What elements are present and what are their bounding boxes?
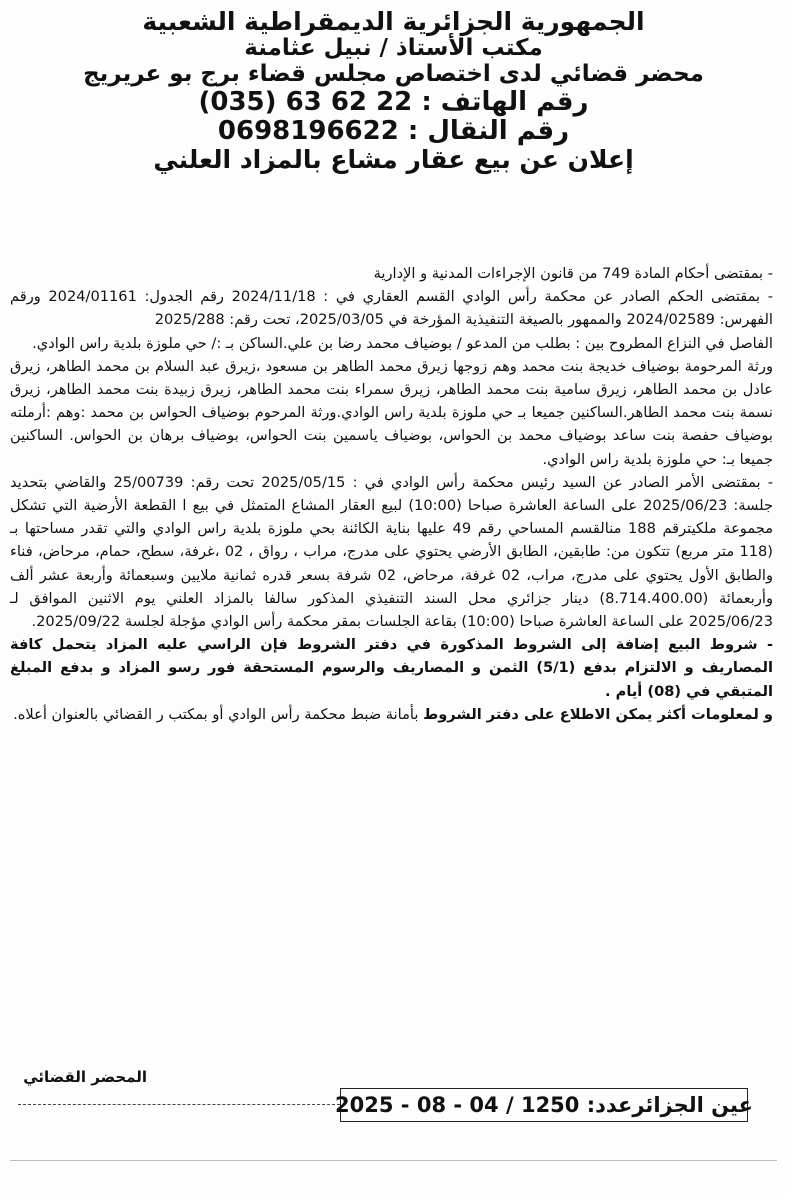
notice-body [10,262,773,726]
signature-bailiff: المحضر القضائي [23,1068,147,1086]
notice-title: إعلان عن بيع عقار مشاع بالمزاد العلني [153,144,634,174]
paragraph-more-info [10,703,773,726]
republic-title: الجمهورية الجزائرية الديمقراطية الشعبية [142,7,645,36]
publication-reference: عين الجزائرعدد: 1250 / 04 - 08 - 2025 [340,1088,748,1122]
paragraph-legal-basis: - بمقتضى أحكام المادة 749 من قانون الإجراءات المدنية و الإدارية [373,265,773,282]
notice-header [0,0,787,174]
paragraph-parties: الفاصل في النزاع المطروح بين : بطلب من المدعو / بوضياف محمد رضا بن علي.الساكن بـ :/ حي ملوزة بلدية راس الوادي. [32,334,773,352]
phone-number: رقم الهاتف : 22 62 63 (035) [198,86,589,117]
mobile-number: رقم النقال : 0698196622 [217,115,570,146]
paragraph-heirs: ورثة المرحومة بوضياف خديجة بنت محمد وهم زوجها زيرق محمد الطاهر بن مسعود ،زيرق عبد السلام بن محمد الطاهر، زيرق عادل بن محمد الطاهر، زيرق سامية بنت محمد الطاهر، زيرق سمراء بنت محمد الطاهر، زيرق زبيدة بنت محمد الطاهر، زيرق نسمة بنت محمد الطاهر.الساكنين جميعا بـ حي ملوزة بلدية راس الوادي.ورثة المرحوم بوضياف الحواس بن محمد :وهم :أرملته بوضياف حفصة بنت ساعد بوضياف محمد بن الحواس، بوضياف ياسمين بنت الحواس، بوضياف برهان بن الحواس. الساكنين جميعا بـ: حي ملوزة بلدية راس الوادي. [10,357,773,468]
paragraph-judgment: - بمقتضى الحكم الصادر عن محكمة رأس الوادي القسم العقاري في : 2024/11/18 رقم الجدول: 2024/01161 ورقم الفهرس: 2024/02589 والممهور بالصيغة التنفيذية المؤرخة في 2025/03/05، تحت رقم: 2025/288 [10,288,773,329]
more-info-rest: بأمانة ضبط محكمة رأس الوادي أو بمكتب ر القضائي بالعنوان أعلاه. [13,705,424,723]
paragraph-order: - بمقتضى الأمر الصادر عن السيد رئيس محكمة رأس الوادي في : 2025/05/15 تحت رقم: 25/00739 والقاضي بتحديد جلسة: 2025/06/23 على الساعة العاشرة صباحا (10:00) لبيع العقار المشاع المتمثل في بيع ا القطعة الأرضية التي تشكل مجموعة ملكيترقم 188 منالقسم المساحي رقم 49 عليها بناية الكائنة بحي ملوزة بلدية راس الوادي والتي تقدر مساحتها بـ (118 متر مربع) تتكون من: طابقين، الطابق الأرضي يحتوي على مدرج، مراب ، رواق ، 02 ،غرفة، سطح، حمام، مرحاض، فناء والطابق الأول يحتوي على مدرج، مراب، 02 غرفة، مرحاض، 02 شرفة بسعر قدره ثمانية ملايين وسبعمائة وأربعة عشر ألف وأربعمائة (8.714.400.00) دينار جزائري محل السند التنفيذي المذكور سالفا بالمزاد العلني يوم الاثنين الموافق لـ 2025/06/23 على الساعة العاشرة صباحا (10:00) بقاعة الجلسات بمقر محكمة رأس الوادي مؤجلة لجلسة 2025/09/22. [10,473,774,631]
footer-divider [18,1104,340,1105]
page-bottom-line [10,1160,777,1161]
office-name: مكتب الأستاذ / نبيل عثامنة [244,35,543,61]
court-jurisdiction: محضر قضائي لدى اختصاص مجلس قضاء برج بو عريريج [83,60,704,87]
more-info-lead: و لمعلومات أكثر يمكن الاطلاع على دفتر الشروط [423,705,773,723]
paragraph-sale-conditions: - شروط البيع إضافة إلى الشروط المذكورة في دفتر الشروط فإن الراسي عليه المزاد يتحمل كافة المصاريف و الالتزام بدفع (5/1) الثمن و المصاريف والرسوم المستحقة فور رسو المزاد و بدفع المبلغ المتبقي في (08) أيام . [10,636,774,700]
